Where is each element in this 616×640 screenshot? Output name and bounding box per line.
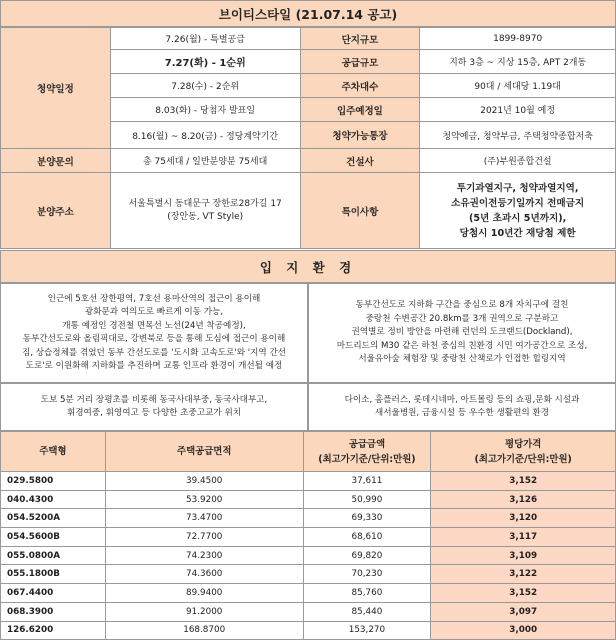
- house-type-cell: 054.5200A: [1, 509, 106, 528]
- address-value: 서울특별시 동대문구 장한로28가길 17 (장안동, VT Style): [110, 173, 300, 249]
- address-label: 분양주소: [1, 173, 111, 249]
- supply-area-cell: 39.4500: [105, 472, 303, 491]
- house-type-cell: 055.0800A: [1, 546, 106, 565]
- supply-area-cell: 91.2000: [105, 602, 303, 621]
- page-title: 브이티스타일 (21.07.14 공고): [0, 0, 616, 27]
- house-type-cell: 054.5600B: [1, 528, 106, 547]
- schedule-contract-period: 8.16(월) ~ 8.20(금) - 정당계약기간: [110, 122, 300, 149]
- supply-area-cell: 74.3600: [105, 565, 303, 584]
- table-row: [1, 472, 616, 491]
- table-row: [1, 490, 616, 509]
- price-per-pyeong-cell: 3,097: [431, 602, 616, 621]
- schedule-label: 청약일정: [1, 28, 111, 149]
- supply-price-cell: 69,330: [303, 509, 431, 528]
- price-per-pyeong-cell: 3,117: [431, 528, 616, 547]
- header-house-type: 주택형: [1, 432, 106, 472]
- price-per-pyeong-cell: 3,122: [431, 565, 616, 584]
- supply-price-cell: 70,230: [303, 565, 431, 584]
- house-type-cell: 040.4300: [1, 490, 106, 509]
- spec-label: 입주예정일: [300, 98, 420, 122]
- schedule-special-supply: 7.26(월) - 특별공급: [110, 28, 300, 50]
- house-type-cell: 067.4400: [1, 584, 106, 603]
- spec-value: 1899-8970: [420, 28, 616, 50]
- spec-value: 2021년 10월 예정: [420, 98, 616, 122]
- price-per-pyeong-cell: 3,109: [431, 546, 616, 565]
- price-per-pyeong-cell: 3,126: [431, 490, 616, 509]
- table-row: [1, 584, 616, 603]
- builder-label: 건설사: [300, 149, 420, 173]
- location-heading: 입 지 환 경: [0, 250, 616, 283]
- price-per-pyeong-cell: 3,152: [431, 472, 616, 491]
- special-notes: [420, 173, 616, 249]
- spec-label: 공급규모: [300, 50, 420, 74]
- supply-price-cell: 153,270: [303, 621, 431, 640]
- location-school-text: 도보 5분 거리 장평초를 비롯해 동국사대부중, 동국사대부고, 휘경여중, 휘영여고 등 다양한 초중고교가 위치: [0, 383, 308, 431]
- price-per-pyeong-cell: 3,152: [431, 584, 616, 603]
- inquiry-label: 분양문의: [1, 149, 111, 173]
- supply-area-cell: 74.2300: [105, 546, 303, 565]
- table-row: [1, 602, 616, 621]
- inquiry-value: 총 75세대 / 일반분양분 75세대: [110, 149, 300, 173]
- supply-price-cell: 68,610: [303, 528, 431, 547]
- supply-price-cell: 85,440: [303, 602, 431, 621]
- table-row: [1, 621, 616, 640]
- table-row: [1, 528, 616, 547]
- special-note-line: 투기과열지구, 청약과열지역,: [456, 182, 579, 194]
- price-per-pyeong-cell: 3,120: [431, 509, 616, 528]
- special-note-line: 소유권이전등기일까지 전매금지: [451, 197, 585, 209]
- builder-value: (주)부원종합건설: [420, 149, 616, 173]
- spec-value: 90대 / 세대당 1.19대: [420, 74, 616, 98]
- table-row: [1, 509, 616, 528]
- spec-value: 지하 3층 ~ 지상 15층, APT 2개동: [420, 50, 616, 74]
- spec-label: 단지규모: [300, 28, 420, 50]
- schedule-second-rank: 7.28(수) - 2순위: [110, 74, 300, 98]
- house-type-cell: 068.3900: [1, 602, 106, 621]
- header-price-per-pyeong: 평당가격 (최고가기준/단위:만원): [431, 432, 616, 472]
- spec-label: 청약가능통장: [300, 122, 420, 149]
- house-type-cell: 029.5800: [1, 472, 106, 491]
- supply-price-cell: 37,611: [303, 472, 431, 491]
- supply-price-cell: 69,820: [303, 546, 431, 565]
- special-note-line: (5년 초과시 5년까지),: [468, 212, 567, 224]
- location-amenity-text: 다이소, 홈플러스, 롯데시네마, 아트몰링 등의 쇼핑,문화 시설과 새서울병원, 금융시설 등 우수한 생활편의 환경: [308, 383, 616, 431]
- table-row: [1, 565, 616, 584]
- header-supply-area: 주택공급면적: [105, 432, 303, 472]
- location-environment-text: 동부간선도로 지하화 구간을 중심으로 8개 자치구에 걸친 중랑천 수변공간 20.8km를 3개 권역으로 구분하고 권역별로 정비 방안을 마련해 런던의 도크랜드(Dockland), 마드리드의 M30 같은 하천 중심의 친환경 시민 여가공간으로 조성, 서울유아숲 체험장 및 중랑천 산책로가 인접한 힐링지역: [308, 283, 616, 383]
- supply-area-cell: 168.8700: [105, 621, 303, 640]
- price-per-pyeong-cell: 3,000: [431, 621, 616, 640]
- supply-area-cell: 72.7700: [105, 528, 303, 547]
- special-label: 특이사항: [300, 173, 420, 249]
- spec-label: 주차대수: [300, 74, 420, 98]
- supply-price-cell: 85,760: [303, 584, 431, 603]
- price-table: [0, 431, 616, 640]
- supply-price-cell: 50,990: [303, 490, 431, 509]
- spec-value: 청약예금, 청약부금, 주택청약종합저축: [420, 122, 616, 149]
- location-transport-text: 인근에 5호선 장한평역, 7호선 용마산역의 접근이 용이해 광화문과 여의도로 빠르게 이동 가능, 개통 예정인 경전철 면목선 노선(24년 착공예정), 동부간선도로와 올림픽대로, 강변북로 등을 통해 도심에 접근이 용이해 짐, 상습정체를 겪었던 동부 간선도로를 '도시화 고속도로'와 '지역 간선 도로'로 이원화해 지하화를 추진하며 교통 인프라 환경이 개선될 예정: [0, 283, 308, 383]
- schedule-winner-announcement: 8.03(화) - 당첨자 발표일: [110, 98, 300, 122]
- schedule-first-rank: 7.27(화) - 1순위: [110, 50, 300, 74]
- supply-area-cell: 73.4700: [105, 509, 303, 528]
- special-note-line: 당첨시 10년간 재당첨 제한: [459, 227, 576, 239]
- house-type-cell: 126.6200: [1, 621, 106, 640]
- table-row: [1, 546, 616, 565]
- info-table: [0, 27, 616, 249]
- header-supply-price: 공급금액 (최고가기준/단위:만원): [303, 432, 431, 472]
- supply-area-cell: 53.9200: [105, 490, 303, 509]
- supply-area-cell: 89.9400: [105, 584, 303, 603]
- house-type-cell: 055.1800B: [1, 565, 106, 584]
